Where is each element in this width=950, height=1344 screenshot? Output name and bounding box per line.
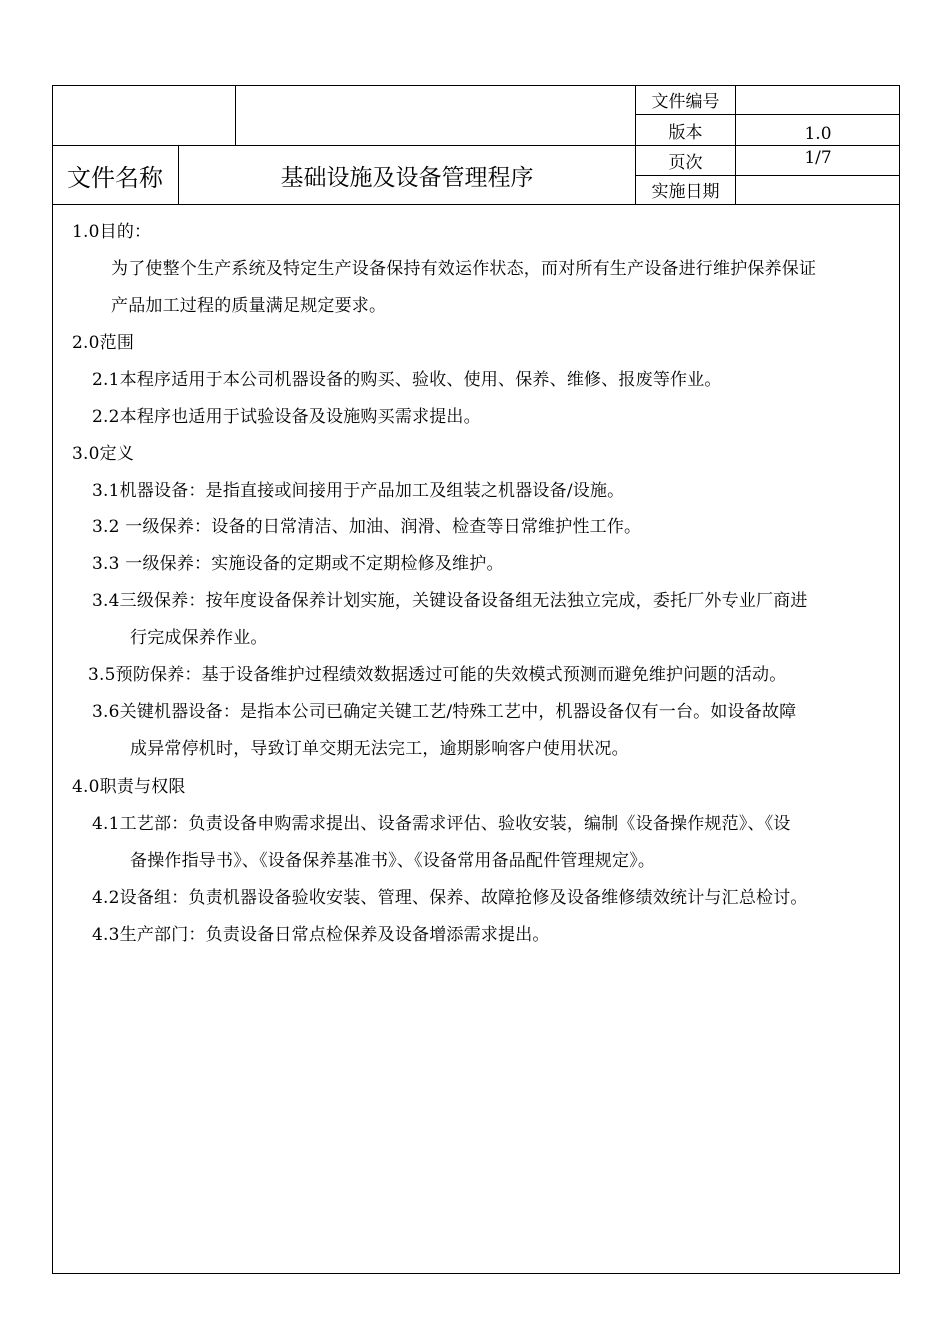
- section-4-2: 4.2设备组：负责机器设备验收安装、管理、保养、故障抢修及设备维修绩效统计与汇总检讨。: [92, 888, 808, 908]
- section-3-2: 3.2 一级保养：设备的日常清洁、加油、润滑、检查等日常维护性工作。: [92, 517, 642, 537]
- meta-value-version: 1.0: [804, 124, 832, 144]
- section-3-3: 3.3 一级保养：实施设备的定期或不定期检修及维护。: [92, 554, 504, 574]
- header-bottom-line: [52, 204, 900, 205]
- section-3-1: 3.1机器设备：是指直接或间接用于产品加工及组装之机器设备/设施。: [92, 481, 625, 501]
- section-4-heading: 4.0职责与权限: [72, 777, 186, 797]
- section-2-2: 2.2本程序也适用于试验设备及设施购买需求提出。: [92, 407, 481, 427]
- section-4-1-line-2: 备操作指导书》、《设备保养基准书》、《设备常用备品配件管理规定》。: [130, 851, 656, 871]
- section-1-heading: 1.0目的：: [72, 222, 152, 242]
- meta-label-doc-number: 文件编号: [651, 92, 720, 112]
- meta-value-doc-number: [736, 85, 900, 114]
- section-1-paragraph-line-2: 产品加工过程的质量满足规定要求。: [111, 296, 387, 316]
- section-2-heading: 2.0范围: [72, 333, 135, 353]
- section-3-4-line-2: 行完成保养作业。: [130, 628, 268, 648]
- header-vline-a: [235, 85, 236, 145]
- meta-value-page: 1/7: [804, 148, 832, 168]
- doc-title: 基础设施及设备管理程序: [280, 164, 534, 191]
- meta-label-effective-date: 实施日期: [651, 182, 720, 202]
- section-4-3: 4.3生产部门：负责设备日常点检保养及设备增添需求提出。: [92, 925, 550, 945]
- section-3-4-line-1: 3.4三级保养：按年度设备保养计划实施，关键设备设备组无法独立完成，委托厂外专业厂商进: [92, 591, 808, 611]
- meta-label-page: 页次: [668, 152, 703, 173]
- doc-name-label: 文件名称: [67, 163, 163, 192]
- section-3-heading: 3.0定义: [72, 444, 135, 464]
- section-3-6-line-1: 3.6关键机器设备：是指本公司已确定关键工艺/特殊工艺中，机器设备仅有一台。如设备故障: [92, 702, 797, 722]
- section-1-paragraph-line-1: 为了使整个生产系统及特定生产设备保持有效运作状态，而对所有生产设备进行维护保养保证: [111, 259, 817, 279]
- meta-value-effective-date: [736, 175, 900, 204]
- section-3-6-line-2: 成异常停机时，导致订单交期无法完工，逾期影响客户使用状况。: [130, 739, 629, 759]
- section-2-1: 2.1本程序适用于本公司机器设备的购买、验收、使用、保养、维修、报废等作业。: [92, 370, 722, 390]
- section-3-5: 3.5预防保养：基于设备维护过程绩效数据透过可能的失效模式预测而避免维护问题的活动。: [88, 665, 787, 685]
- meta-label-version: 版本: [668, 122, 703, 143]
- section-4-1-line-1: 4.1工艺部：负责设备申购需求提出、设备需求评估、验收安装，编制《设备操作规范》、《设: [92, 814, 791, 834]
